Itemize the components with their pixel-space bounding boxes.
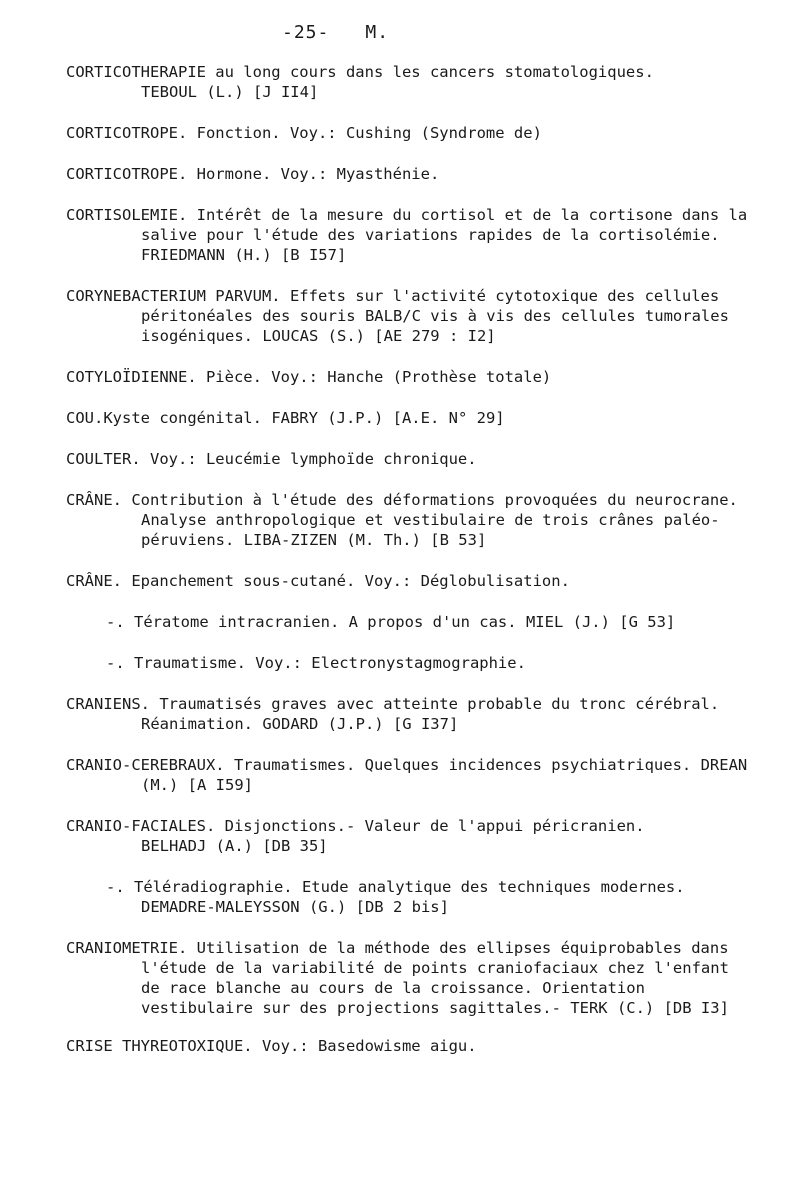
entry-text: COU.Kyste congénital. xyxy=(66,409,262,427)
index-entry xyxy=(66,205,756,265)
entry-reference: BELHADJ (A.) [DB 35] xyxy=(141,837,328,855)
entry-text: CRANIO-FACIALES. Disjonctions.- Valeur de l'appui péricranien. xyxy=(66,817,645,835)
index-entry xyxy=(66,490,756,550)
index-entry xyxy=(66,62,756,102)
entry-text: CORYNEBACTERIUM PARVUM. Effets sur l'activité cytotoxique des cellules péritonéales des souris BALB/C vis à vis des cellules tumorales isogéniques. xyxy=(66,287,729,345)
entry-text: CORTICOTROPE. Hormone. Voy.: Myasthénie. xyxy=(66,165,440,183)
section-letter: M. xyxy=(365,22,390,43)
entry-reference: GODARD (J.P.) [G I37] xyxy=(262,715,459,733)
page-header xyxy=(282,22,389,43)
index-entry xyxy=(66,694,756,734)
entry-text: -. Traumatisme. Voy.: Electronystagmographie. xyxy=(106,654,526,672)
index-subentry xyxy=(106,612,756,632)
entry-text: COTYLOÏDIENNE. Pièce. Voy.: Hanche (Prothèse totale) xyxy=(66,368,552,386)
index-entry xyxy=(66,571,756,591)
entry-text: -. Tératome intracranien. A propos d'un cas. xyxy=(106,613,517,631)
entry-text: CRÂNE. Contribution à l'étude des déformations provoquées du neurocrane. Analyse anthropologique et vestibulaire de trois crânes paléo-péruviens. xyxy=(66,491,738,549)
index-entry xyxy=(66,286,756,346)
entry-text: -. Téléradiographie. Etude analytique des techniques modernes. xyxy=(106,878,685,896)
entry-reference: FRIEDMANN (H.) [B I57] xyxy=(141,246,347,264)
index-entry xyxy=(66,408,756,428)
entry-reference: TERK (C.) [DB I3] xyxy=(570,999,729,1017)
page-number: -25- xyxy=(282,22,330,43)
index-entry xyxy=(66,816,756,856)
entry-reference: LOUCAS (S.) [AE 279 : I2] xyxy=(262,327,496,345)
entry-reference: TEBOUL (L.) [J II4] xyxy=(141,83,319,101)
index-entry xyxy=(66,449,756,469)
entry-text: CRANIENS. Traumatisés graves avec atteinte probable du tronc cérébral. Réanimation. xyxy=(66,695,720,733)
entry-text: CORTISOLEMIE. Intérêt de la mesure du cortisol et de la cortisone dans la salive pour l'étude des variations rapides de la cortisolémie. xyxy=(66,206,748,244)
entry-reference: MIEL (J.) [G 53] xyxy=(525,613,676,631)
entry-text: CRANIOMETRIE. Utilisation de la méthode des ellipses équiprobables dans l'étude de la variabilité de points craniofaciaux chez l'enfant de race blanche au cours de la croissance. Orientation vestibulaire sur des projections sagittales.- xyxy=(66,939,729,1017)
index-subentry xyxy=(106,877,756,917)
index-entry xyxy=(66,938,756,1018)
index-subentry xyxy=(106,653,756,673)
entry-reference: FABRY (J.P.) [A.E. N° 29] xyxy=(271,409,505,427)
entry-text: CORTICOTROPE. Fonction. Voy.: Cushing (Syndrome de) xyxy=(66,124,542,142)
index-entry xyxy=(66,755,756,795)
index-entry xyxy=(66,123,756,143)
index-entries xyxy=(66,62,756,1077)
entry-text: CRISE THYREOTOXIQUE. Voy.: Basedowisme aigu. xyxy=(66,1037,477,1055)
index-entry xyxy=(66,1036,756,1056)
entry-reference: DREAN (M.) [A I59] xyxy=(141,756,748,794)
entry-text: CRÂNE. Epanchement sous-cutané. Voy.: Déglobulisation. xyxy=(66,572,570,590)
entry-reference: LIBA-ZIZEN (M. Th.) [B 53] xyxy=(243,531,487,549)
entry-reference: DEMADRE-MALEYSSON (G.) [DB 2 bis] xyxy=(141,898,449,916)
index-entry xyxy=(66,164,756,184)
entry-text: COULTER. Voy.: Leucémie lymphoïde chronique. xyxy=(66,450,477,468)
index-entry xyxy=(66,367,756,387)
entry-text: CORTICOTHERAPIE au long cours dans les cancers stomatologiques. xyxy=(66,63,654,81)
entry-text: CRANIO-CEREBRAUX. Traumatismes. Quelques incidences psychiatriques. xyxy=(66,756,692,774)
